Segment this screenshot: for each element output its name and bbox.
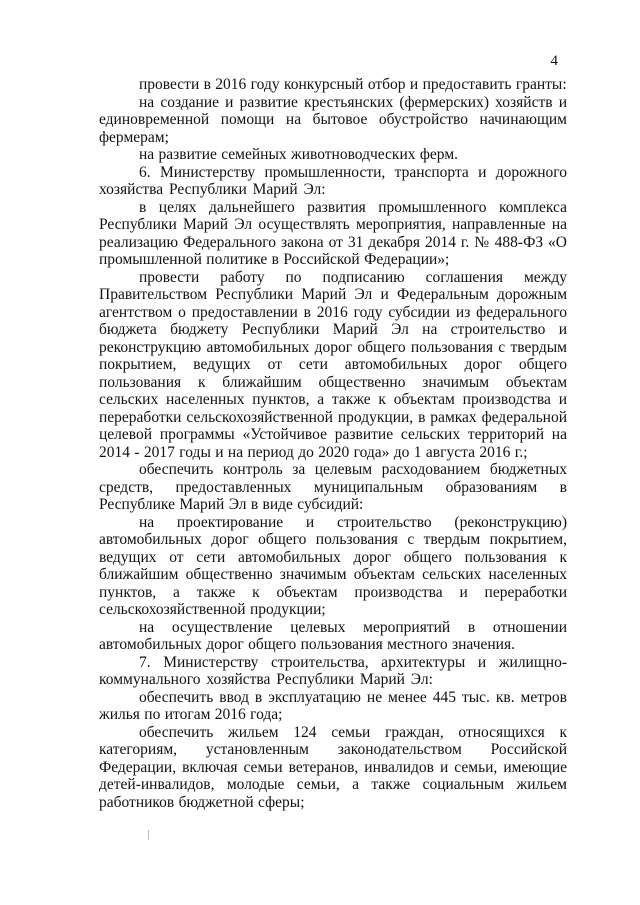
paragraph: в целях дальнейшего развития промышленного комплекса Республики Марий Эл осуществлять мероприятия, направленные на реализацию Федерального закона от 31 декабря 2014 г. № 488-ФЗ «О промышленной политике в Российской Федерации»; xyxy=(99,198,567,268)
paragraph: на проектирование и строительство (реконструкцию) автомобильных дорог общего пользования с твердым покрытием, ведущих от сети автомобильных дорог общего пользования к ближайшим общественно значимым объектам сельских населенных пунктов, а также к объектам производства и переработки сельскохозяйственной продукции; xyxy=(99,513,567,618)
paragraph: на осуществление целевых мероприятий в отношении автомобильных дорог общего пользования местного значения. xyxy=(99,618,567,653)
scan-mark xyxy=(148,830,149,840)
paragraph: на создание и развитие крестьянских (фермерских) хозяйств и единовременной помощи на бытовое обустройство начинающим фермерам; xyxy=(99,93,567,146)
paragraph: провести работу по подписанию соглашения между Правительством Республики Марий Эл и Федеральным дорожным агентством о предоставлении в 2016 году субсидии из федерального бюджета бюджету Республики Марий Эл на строительство и реконструкцию автомобильных дорог общего пользования с твердым покрытием, ведущих от сети автомобильных дорог общего пользования к ближайшим общественно значимым объектам сельских населенных пунктов, а также к объектам производства и переработки сельскохозяйственной продукции, в рамках федеральной целевой программы «Устойчивое развитие сельских территорий на 2014 - 2017 годы и на период до 2020 года» до 1 августа 2016 г.; xyxy=(99,268,567,461)
paragraph: провести в 2016 году конкурсный отбор и предоставить гранты: xyxy=(139,76,567,93)
paragraph: обеспечить ввод в эксплуатацию не менее 445 тыс. кв. метров жилья по итогам 2016 года; xyxy=(99,688,567,723)
page-number: 4 xyxy=(550,53,558,69)
paragraph: 7. Министерству строительства, архитектуры и жилищно-коммунального хозяйства Республики Марий Эл: xyxy=(99,653,567,688)
paragraph: обеспечить контроль за целевым расходованием бюджетных средств, предоставленных муниципальным образованиям в Республике Марий Эл в виде субсидий: xyxy=(99,461,567,513)
document-body xyxy=(99,76,567,811)
paragraph: 6. Министерству промышленности, транспорта и дорожного хозяйства Республики Марий Эл: xyxy=(99,163,567,198)
paragraph: на развитие семейных животноводческих ферм. xyxy=(139,146,459,163)
paragraph: обеспечить жильем 124 семьи граждан, относящихся к категориям, установленным законодательством Российской Федерации, включая семьи ветеранов, инвалидов и семьи, имеющие детей-инвалидов, молодые семьи, а также социальным жильем работников бюджетной сферы; xyxy=(99,723,567,811)
